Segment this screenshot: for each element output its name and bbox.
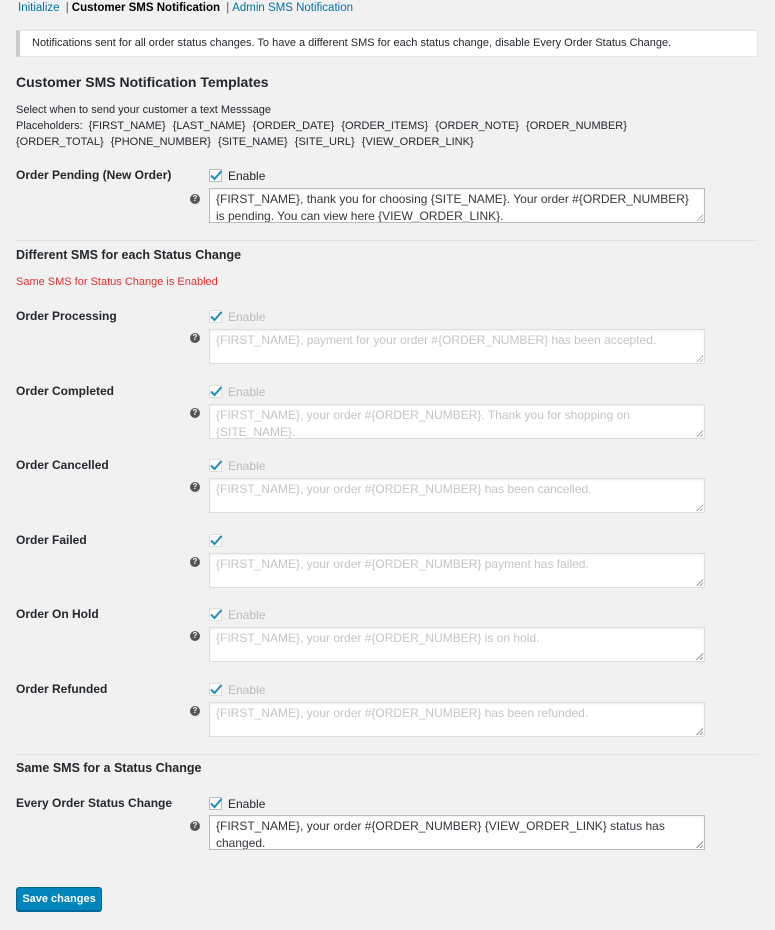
resize-grip-icon[interactable]: [696, 504, 703, 511]
every-status-message[interactable]: [209, 815, 705, 850]
every-status-enable-label: Enable: [228, 797, 266, 811]
order-completed-message[interactable]: [209, 404, 705, 439]
order-completed-enable-label: Enable: [228, 385, 266, 399]
order-failed-message[interactable]: [209, 553, 705, 588]
order-refunded-checkbox[interactable]: [209, 683, 222, 696]
resize-grip-icon[interactable]: [696, 653, 703, 660]
order-on-hold-enable-label: Enable: [228, 608, 266, 622]
order-on-hold-checkbox[interactable]: [209, 608, 222, 621]
resize-grip-icon[interactable]: [696, 728, 703, 735]
order-processing-message-text: {FIRST_NAME}, payment for your order #{ORDER_NUMBER} has been accepted.: [216, 333, 657, 347]
order-cancelled-label: Order Cancelled: [16, 458, 109, 472]
placeholder-token: {ORDER_NOTE}: [435, 120, 519, 132]
same-sms-title: Same SMS for a Status Change: [16, 761, 202, 775]
resize-grip-icon[interactable]: [696, 579, 703, 586]
checkmark-icon: [208, 795, 224, 811]
order-failed-checkbox[interactable]: [209, 534, 222, 547]
order-completed-checkbox[interactable]: [209, 385, 222, 398]
placeholder-token: {SITE_NAME}: [218, 136, 288, 148]
subnav-separator: |: [65, 2, 69, 14]
help-icon[interactable]: ?: [190, 631, 200, 641]
resize-grip-icon[interactable]: [696, 214, 703, 221]
order-completed-message-text: {FIRST_NAME}, your order #{ORDER_NUMBER}. Thank you for shopping on {SITE_NAME}.: [216, 408, 630, 439]
order-cancelled-checkbox[interactable]: [209, 459, 222, 472]
help-icon[interactable]: ?: [190, 333, 200, 343]
info-notice: Notifications sent for all order status changes. To have a different SMS for each status change, disable Every Order Status Change.: [16, 30, 758, 57]
help-icon[interactable]: ?: [190, 557, 200, 567]
subnav-initialize-link[interactable]: Initialize: [18, 2, 60, 14]
checkmark-icon: [208, 606, 224, 622]
checkmark-icon: [208, 532, 224, 548]
order-pending-checkbox[interactable]: [209, 169, 222, 182]
placeholder-token: {ORDER_TOTAL}: [16, 136, 104, 148]
placeholders-label: Placeholders:: [16, 120, 83, 132]
order-on-hold-message[interactable]: [209, 627, 705, 662]
order-failed-label: Order Failed: [16, 533, 87, 547]
select-text: Select when to send your customer a text Messsage: [16, 104, 271, 116]
resize-grip-icon[interactable]: [696, 430, 703, 437]
order-failed-message-text: {FIRST_NAME}, your order #{ORDER_NUMBER} payment has failed.: [216, 557, 589, 571]
help-icon[interactable]: ?: [190, 821, 200, 831]
resize-grip-icon[interactable]: [696, 355, 703, 362]
every-status-message-text: {FIRST_NAME}, your order #{ORDER_NUMBER} {VIEW_ORDER_LINK} status has changed.: [216, 819, 665, 850]
save-changes-button[interactable]: Save changes: [16, 887, 102, 911]
order-cancelled-message[interactable]: [209, 478, 705, 513]
order-cancelled-message-text: {FIRST_NAME}, your order #{ORDER_NUMBER} has been cancelled.: [216, 482, 592, 496]
placeholder-token: {LAST_NAME}: [172, 120, 246, 132]
placeholder-token: {ORDER_DATE}: [252, 120, 335, 132]
subnav-customer-current: Customer SMS Notification: [71, 2, 220, 14]
placeholder-token: {SITE_URL}: [294, 136, 355, 148]
subnav-admin-link[interactable]: Admin SMS Notification: [232, 2, 353, 14]
order-on-hold-label: Order On Hold: [16, 607, 99, 621]
order-pending-label: Order Pending (New Order): [16, 168, 172, 182]
order-completed-label: Order Completed: [16, 384, 115, 398]
order-refunded-label: Order Refunded: [16, 682, 108, 696]
subnav-separator: |: [226, 2, 230, 14]
different-sms-title: Different SMS for each Status Change: [16, 248, 242, 262]
every-status-checkbox[interactable]: [209, 797, 222, 810]
checkmark-icon: [208, 308, 224, 324]
status-warning: Same SMS for Status Change is Enabled: [16, 276, 218, 288]
order-pending-message-text: {FIRST_NAME}, thank you for choosing {SITE_NAME}. Your order #{ORDER_NUMBER} is pending. You can view here {VIEW_ORDER_LINK}.: [216, 192, 689, 223]
help-icon[interactable]: ?: [190, 408, 200, 418]
order-cancelled-enable-label: Enable: [228, 459, 266, 473]
order-refunded-enable-label: Enable: [228, 683, 266, 697]
every-status-label: Every Order Status Change: [16, 796, 173, 810]
order-pending-enable-label: Enable: [228, 169, 266, 183]
resize-grip-icon[interactable]: [696, 841, 703, 848]
checkmark-icon: [208, 383, 224, 399]
placeholders-list: [16, 118, 706, 150]
divider: [16, 754, 758, 755]
help-icon[interactable]: ?: [190, 706, 200, 716]
order-pending-message[interactable]: [209, 188, 705, 223]
placeholder-token: {VIEW_ORDER_LINK}: [361, 136, 474, 148]
order-refunded-message-text: {FIRST_NAME}, your order #{ORDER_NUMBER} has been refunded.: [216, 706, 589, 720]
divider: [16, 240, 758, 241]
placeholder-token: {PHONE_NUMBER}: [110, 136, 211, 148]
checkmark-icon: [208, 681, 224, 697]
help-icon[interactable]: ?: [190, 482, 200, 492]
placeholder-token: {ORDER_ITEMS}: [341, 120, 429, 132]
checkmark-icon: [208, 167, 224, 183]
templates-title: Customer SMS Notification Templates: [16, 74, 269, 90]
order-on-hold-message-text: {FIRST_NAME}, your order #{ORDER_NUMBER} is on hold.: [216, 631, 540, 645]
order-processing-enable-label: Enable: [228, 310, 266, 324]
placeholder-token: {FIRST_NAME}: [88, 120, 166, 132]
placeholder-token: {ORDER_NUMBER}: [526, 120, 627, 132]
checkmark-icon: [208, 457, 224, 473]
order-processing-checkbox[interactable]: [209, 310, 222, 323]
templates-description: [16, 102, 706, 150]
order-processing-label: Order Processing: [16, 309, 117, 323]
order-refunded-message[interactable]: [209, 702, 705, 737]
subnav: [18, 2, 353, 14]
order-processing-message[interactable]: [209, 329, 705, 364]
help-icon[interactable]: ?: [190, 194, 200, 204]
